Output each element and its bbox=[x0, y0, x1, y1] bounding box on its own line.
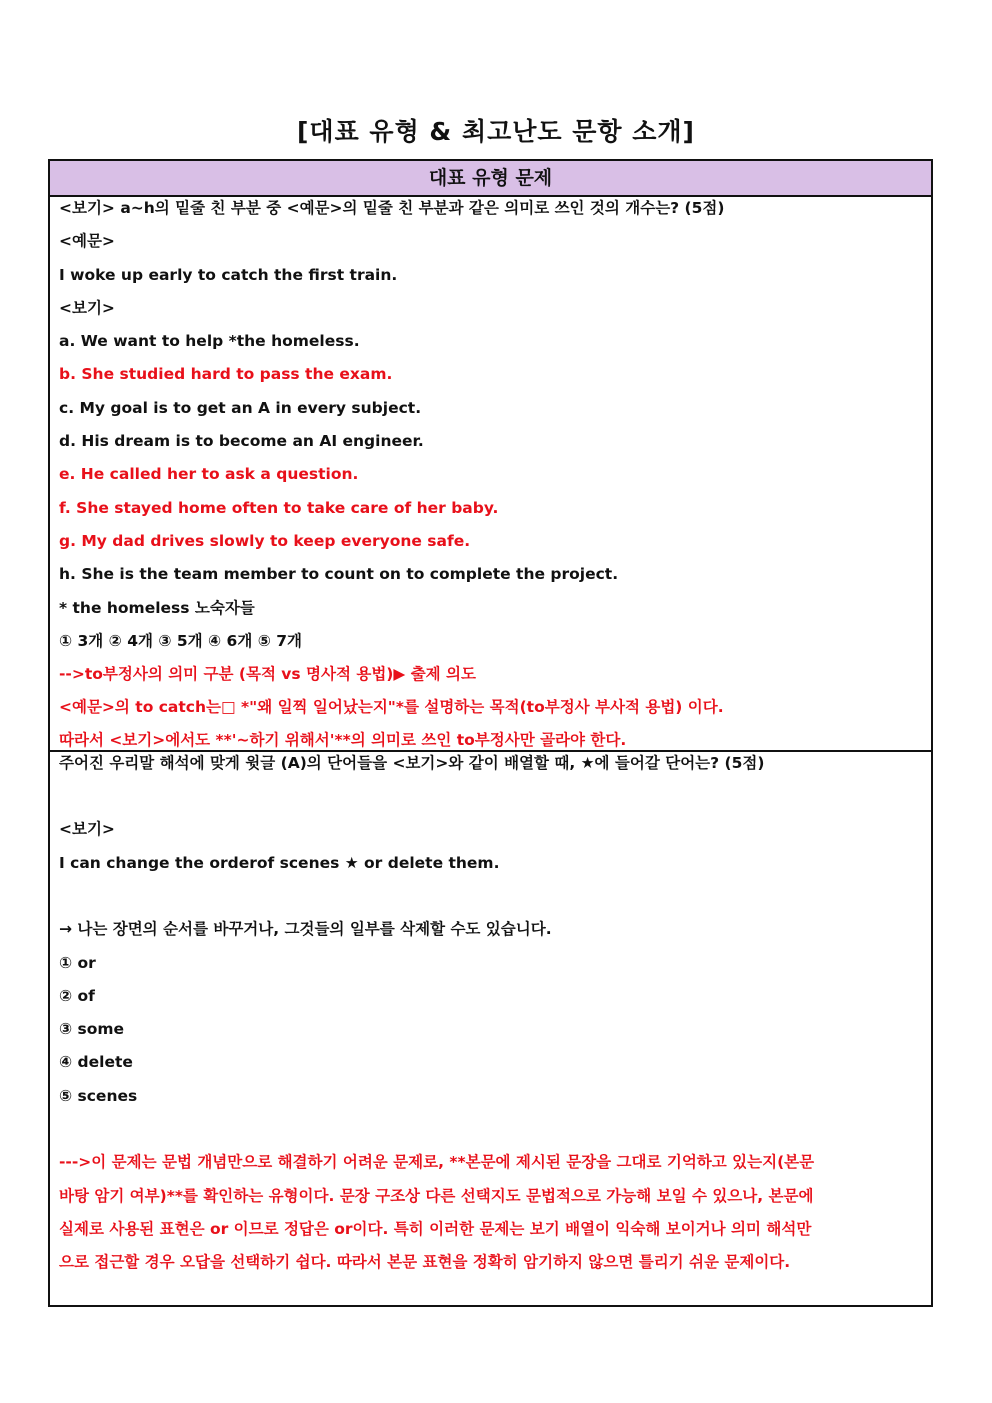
table-header: 대표 유형 문제 bbox=[50, 161, 931, 197]
q2-explanation-line: 으로 접근할 경우 오답을 선택하기 쉽다. 따라서 본문 표현을 정확히 암기하지 않으면 틀리기 쉬운 문제이다. bbox=[59, 1253, 791, 1272]
q1-explanation-line: <예문>의 to catch는□ *"왜 일찍 일어났는지"*를 설명하는 목적(to부정사 부사적 용법) 이다. bbox=[59, 698, 724, 717]
q2-explanation-line: 실제로 사용된 표현은 or 이므로 정답은 or이다. 특히 이러한 문제는 보기 배열이 익숙해 보이거나 의미 해석만 bbox=[59, 1219, 812, 1238]
q1-item: a. We want to help *the homeless. bbox=[59, 332, 360, 351]
spacer bbox=[59, 785, 923, 818]
q1-example-label: <예문> bbox=[59, 232, 115, 251]
q2-bogi-label: <보기> bbox=[59, 820, 115, 839]
q1-item: c. My goal is to get an A in every subject. bbox=[59, 398, 422, 417]
q2-translation: → 나는 장면의 순서를 바꾸거나, 그것들의 일부를 삭제할 수도 있습니다. bbox=[59, 920, 552, 939]
question-1 bbox=[50, 197, 931, 750]
q1-explanation-line: -->to부정사의 의미 구분 (목적 vs 명사적 용법)▶ 출제 의도 bbox=[59, 665, 476, 684]
q1-bogi-label: <보기> bbox=[59, 298, 115, 317]
q2-choice: ③ some bbox=[59, 1020, 125, 1039]
q2-explanation-line: 바탕 암기 여부)**를 확인하는 유형이다. 문장 구조상 다른 선택지도 문법적으로 가능해 보일 수 있으나, 본문에 bbox=[59, 1186, 814, 1205]
q1-prompt: <보기> a~h의 밑줄 친 부분 중 <예문>의 밑줄 친 부분과 같은 의미로 쓰인 것의 개수는? (5점) bbox=[59, 199, 725, 217]
q1-example-sentence: I woke up early to catch the first train. bbox=[59, 265, 398, 284]
q1-choices: ① 3개 ② 4개 ③ 5개 ④ 6개 ⑤ 7개 bbox=[59, 631, 302, 650]
spacer bbox=[59, 885, 923, 918]
q2-choice: ② of bbox=[59, 986, 95, 1005]
q2-choice: ⑤ scenes bbox=[59, 1086, 138, 1105]
q2-explanation-line: --->이 문제는 문법 개념만으로 해결하기 어려운 문제로, **본문에 제시된 문장을 그대로 기억하고 있는지(본문 bbox=[59, 1153, 815, 1172]
q2-sentence: I can change the orderof scenes ★ or delete them. bbox=[59, 853, 500, 872]
page-title: [대표 유형 & 최고난도 문항 소개] bbox=[297, 117, 695, 146]
q1-item: d. His dream is to become an AI engineer. bbox=[59, 432, 424, 451]
q1-explanation-line: 따라서 <보기>에서도 **'~하기 위해서'**의 의미로 쓰인 to부정사만 골라야 한다. bbox=[59, 730, 627, 749]
question-table bbox=[48, 159, 933, 1307]
q1-item: e. He called her to ask a question. bbox=[59, 465, 359, 484]
q2-prompt: 주어진 우리말 해석에 맞게 윗글 (A)의 단어들을 <보기>와 같이 배열할 때, ★에 들어갈 단어는? (5점) bbox=[59, 753, 765, 772]
q1-item: g. My dad drives slowly to keep everyone safe. bbox=[59, 531, 471, 550]
q2-choice: ④ delete bbox=[59, 1053, 133, 1072]
q1-item: h. She is the team member to count on to complete the project. bbox=[59, 565, 619, 584]
q1-item: f. She stayed home often to take care of her baby. bbox=[59, 498, 499, 517]
q1-footnote: * the homeless 노숙자들 bbox=[59, 598, 255, 617]
q1-item: b. She studied hard to pass the exam. bbox=[59, 365, 393, 384]
question-2 bbox=[50, 752, 931, 1285]
spacer bbox=[59, 1118, 923, 1151]
q2-choice: ① or bbox=[59, 953, 96, 972]
q1-item-list bbox=[59, 330, 923, 596]
